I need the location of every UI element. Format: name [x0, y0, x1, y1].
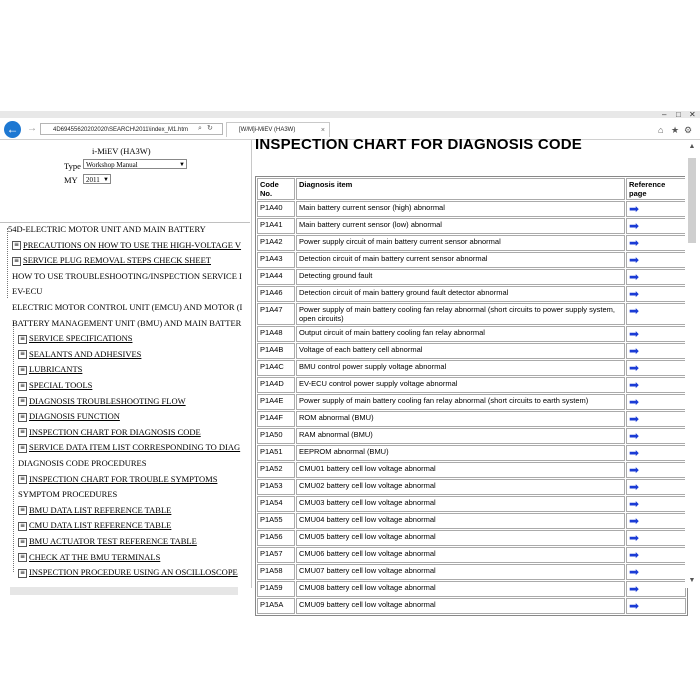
reference-cell	[626, 530, 686, 546]
code-cell: P1A42	[257, 235, 295, 251]
star-icon[interactable]: ★	[671, 125, 680, 135]
document-icon: ≡	[19, 397, 26, 405]
refresh-icon[interactable]: ↻	[207, 125, 213, 132]
document-icon: ≡	[19, 428, 26, 436]
reference-cell	[626, 326, 686, 342]
diagnosis-item-cell: Main battery current sensor (low) abnormal	[296, 218, 625, 234]
tree-item-label: HOW TO USE TROUBLESHOOTING/INSPECTION SERVICE I	[12, 270, 242, 281]
reference-cell	[626, 513, 686, 529]
code-cell: P1A4B	[257, 343, 295, 359]
table-row	[257, 377, 686, 393]
chevron-down-icon: ▼	[179, 162, 185, 168]
tree-item[interactable]	[12, 286, 42, 298]
diagnosis-item-cell: CMU02 battery cell low voltage abnormal	[296, 479, 625, 495]
tree-line	[7, 228, 8, 298]
minimize-icon[interactable]: –	[662, 110, 667, 119]
tree-item[interactable]	[18, 505, 171, 517]
tree-item[interactable]	[18, 474, 217, 486]
tab-label: [W/M]i-MiEV (HA3W)	[239, 127, 296, 133]
tree-item-label: INSPECTION CHART FOR DIAGNOSIS CODE	[29, 426, 201, 437]
code-cell: P1A44	[257, 269, 295, 285]
table-of-contents	[0, 224, 250, 588]
tree-item[interactable]	[18, 536, 197, 548]
diagnosis-item-cell: BMU control power supply voltage abnormal	[296, 360, 625, 376]
reference-cell	[626, 428, 686, 444]
diagnosis-item-cell: CMU01 battery cell low voltage abnormal	[296, 462, 625, 478]
diagnosis-item-cell: CMU03 battery cell low voltage abnormal	[296, 496, 625, 512]
type-select-value: Workshop Manual	[86, 161, 138, 169]
code-cell: P1A54	[257, 496, 295, 512]
reference-cell	[626, 564, 686, 580]
tree-item-label: SEALANTS AND ADHESIVES	[29, 348, 142, 359]
document-icon: ≡	[19, 537, 26, 545]
address-bar[interactable]: 4D69455620202020\SEARCH\2011\index_M1.htm	[40, 123, 223, 135]
tree-item[interactable]	[18, 427, 201, 439]
arrow-right-icon[interactable]: ➡	[629, 582, 640, 596]
document-icon: ≡	[13, 256, 20, 264]
tree-item-label: SERVICE SPECIFICATIONS	[29, 333, 133, 344]
browser-window	[0, 110, 700, 613]
diagnosis-item-cell: CMU05 battery cell low voltage abnormal	[296, 530, 625, 546]
arrow-right-icon[interactable]: ➡	[629, 304, 640, 318]
diagnosis-item-cell: Power supply of main battery cooling fan relay abnormal (short circuits to power supply system, open circuits)	[296, 303, 625, 325]
code-cell: P1A57	[257, 547, 295, 563]
code-cell: P1A48	[257, 326, 295, 342]
title-bar	[0, 111, 700, 118]
tree-item[interactable]	[18, 552, 160, 564]
tree-item-label: CMU DATA LIST REFERENCE TABLE	[29, 520, 172, 531]
tree-item[interactable]	[18, 520, 171, 532]
diagnosis-item-cell: Main battery current sensor (high) abnormal	[296, 201, 625, 217]
tree-item[interactable]	[18, 567, 238, 579]
table-row	[257, 462, 686, 478]
tree-item[interactable]	[8, 224, 206, 236]
tree-item[interactable]	[12, 255, 211, 267]
document-icon: ≡	[13, 241, 20, 249]
gear-icon[interactable]: ⚙	[684, 125, 693, 135]
arrow-right-icon[interactable]: ➡	[629, 548, 640, 562]
reference-cell	[626, 235, 686, 251]
maximize-icon[interactable]: □	[676, 110, 681, 119]
arrow-right-icon[interactable]: ➡	[629, 463, 640, 477]
model-name: i-MiEV (HA3W)	[92, 146, 151, 156]
document-icon: ≡	[19, 334, 26, 342]
tree-item[interactable]	[12, 240, 241, 252]
table-row	[257, 394, 686, 410]
reference-cell	[626, 547, 686, 563]
arrow-right-icon[interactable]: ➡	[629, 446, 640, 460]
table-header-row	[257, 178, 686, 200]
document-icon: ≡	[19, 412, 26, 420]
table-row	[257, 360, 686, 376]
tree-item-label: 54D-ELECTRIC MOTOR UNIT AND MAIN BATTERY	[8, 224, 206, 234]
code-cell: P1A40	[257, 201, 295, 217]
tree-item-label: PRECAUTIONS ON HOW TO USE THE HIGH-VOLTAGE V	[23, 239, 242, 250]
diagnosis-item-cell: Voltage of each battery cell abnormal	[296, 343, 625, 359]
arrow-right-icon[interactable]: ➡	[629, 287, 640, 301]
table-row	[257, 496, 686, 512]
reference-cell	[626, 598, 686, 614]
table-row	[257, 581, 686, 597]
tree-item[interactable]	[18, 411, 120, 423]
home-icon[interactable]: ⌂	[658, 125, 664, 135]
tree-item-label: DIAGNOSIS TROUBLESHOOTING FLOW	[29, 395, 186, 406]
chevron-down-icon: ▼	[103, 177, 109, 183]
diagnosis-item-cell: EEPROM abnormal (BMU)	[296, 445, 625, 461]
diagnosis-item-cell: Power supply of main battery cooling fan relay abnormal (short circuits to earth system)	[296, 394, 625, 410]
tree-item-label: EV-ECU	[12, 286, 43, 297]
diagnosis-item-cell: CMU06 battery cell low voltage abnormal	[296, 547, 625, 563]
reference-cell	[626, 462, 686, 478]
document-icon: ≡	[19, 568, 26, 576]
tree-item-label: LUBRICANTS	[29, 364, 83, 375]
scroll-down-icon[interactable]: ▼	[688, 577, 696, 584]
tree-item-label: INSPECTION CHART FOR TROUBLE SYMPTOMS	[29, 473, 218, 484]
arrow-right-icon[interactable]: ➡	[629, 202, 640, 216]
tree-item[interactable]	[12, 318, 241, 330]
code-cell: P1A50	[257, 428, 295, 444]
reference-cell	[626, 411, 686, 427]
table-row	[257, 598, 686, 614]
tree-item[interactable]	[12, 302, 242, 314]
arrow-right-icon[interactable]: ➡	[629, 514, 640, 528]
arrow-right-icon[interactable]: ➡	[629, 565, 640, 579]
tree-item[interactable]	[18, 442, 240, 454]
table-row	[257, 326, 686, 342]
code-cell: P1A47	[257, 303, 295, 325]
tree-item[interactable]	[12, 271, 242, 283]
diagnosis-item-cell: Detection circuit of main battery ground fault detector abnormal	[296, 286, 625, 302]
code-cell: P1A4E	[257, 394, 295, 410]
tree-line	[13, 322, 14, 572]
content-pane	[252, 136, 700, 613]
left-scrollbar[interactable]	[238, 220, 248, 585]
column-header-reference: Reference page	[626, 178, 686, 200]
arrow-right-icon[interactable]: ➡	[629, 361, 640, 375]
column-header-code: Code No.	[257, 178, 295, 200]
tree-item[interactable]	[18, 396, 186, 408]
table-row	[257, 343, 686, 359]
diagnosis-item-cell: CMU09 battery cell low voltage abnormal	[296, 598, 625, 614]
reference-cell	[626, 286, 686, 302]
diagnosis-item-cell: Output circuit of main battery cooling fan relay abnormal	[296, 326, 625, 342]
table-row	[257, 218, 686, 234]
tree-item-label: BMU ACTUATOR TEST REFERENCE TABLE	[29, 536, 197, 546]
code-cell: P1A51	[257, 445, 295, 461]
document-icon: ≡	[19, 365, 26, 373]
navigation-pane	[0, 140, 252, 588]
arrow-right-icon[interactable]: ➡	[629, 270, 640, 284]
code-cell: P1A46	[257, 286, 295, 302]
reference-cell	[626, 360, 686, 376]
tree-item-label: SERVICE PLUG REMOVAL STEPS CHECK SHEET	[23, 255, 211, 266]
tree-item[interactable]	[18, 333, 132, 345]
reference-cell	[626, 377, 686, 393]
diagnosis-item-cell: Power supply circuit of main battery current sensor abnormal	[296, 235, 625, 251]
forward-icon[interactable]: →	[27, 123, 37, 134]
document-icon: ≡	[19, 350, 26, 358]
arrow-right-icon[interactable]: ➡	[629, 480, 640, 494]
tree-item-label: INSPECTION PROCEDURE USING AN OSCILLOSCOPE	[29, 567, 238, 578]
code-cell: P1A4D	[257, 377, 295, 393]
diagnosis-item-cell: Detection circuit of main battery current sensor abnormal	[296, 252, 625, 268]
scroll-up-icon[interactable]: ▲	[688, 143, 696, 150]
table-row	[257, 513, 686, 529]
document-icon: ≡	[19, 521, 26, 529]
reference-cell	[626, 201, 686, 217]
tab-manual[interactable]	[226, 122, 330, 137]
reference-cell	[626, 445, 686, 461]
code-cell: P1A4F	[257, 411, 295, 427]
left-horizontal-scrollbar[interactable]	[10, 587, 238, 595]
table-row	[257, 411, 686, 427]
arrow-right-icon[interactable]: ➡	[629, 253, 640, 267]
tree-item-label: ELECTRIC MOTOR CONTROL UNIT (EMCU) AND MOTOR (I	[12, 302, 243, 312]
tree-item-label: BATTERY MANAGEMENT UNIT (BMU) AND MAIN BATTER	[12, 317, 242, 328]
diagnosis-code-table	[255, 176, 688, 616]
reference-cell	[626, 218, 686, 234]
diagnosis-item-cell: EV-ECU control power supply voltage abnormal	[296, 377, 625, 393]
tree-item-label: DIAGNOSIS FUNCTION	[29, 411, 120, 422]
tree-item-label: CHECK AT THE BMU TERMINALS	[29, 551, 161, 562]
tree-item[interactable]	[18, 380, 92, 392]
document-icon: ≡	[19, 381, 26, 389]
arrow-right-icon[interactable]: ➡	[629, 219, 640, 233]
tree-item-label: SYMPTOM PROCEDURES	[18, 489, 118, 500]
table-row	[257, 547, 686, 563]
arrow-right-icon[interactable]: ➡	[629, 497, 640, 511]
tree-item[interactable]	[18, 458, 146, 470]
table-row	[257, 445, 686, 461]
table-row	[257, 479, 686, 495]
diagnosis-item-cell: ROM abnormal (BMU)	[296, 411, 625, 427]
code-cell: P1A59	[257, 581, 295, 597]
tree-item-label: SERVICE DATA ITEM LIST CORRESPONDING TO DIAG	[29, 442, 241, 453]
table-row	[257, 428, 686, 444]
type-select[interactable]	[83, 159, 187, 169]
arrow-right-icon[interactable]: ➡	[629, 344, 640, 358]
arrow-right-icon[interactable]: ➡	[629, 327, 640, 341]
page-title: INSPECTION CHART FOR DIAGNOSIS CODE	[255, 136, 583, 153]
code-cell: P1A55	[257, 513, 295, 529]
code-cell: P1A52	[257, 462, 295, 478]
arrow-right-icon[interactable]: ➡	[629, 378, 640, 392]
document-icon: ≡	[19, 553, 26, 561]
table-row	[257, 252, 686, 268]
diagnosis-item-cell: CMU07 battery cell low voltage abnormal	[296, 564, 625, 580]
reference-cell	[626, 394, 686, 410]
arrow-right-icon[interactable]: ➡	[629, 599, 640, 613]
table-row	[257, 286, 686, 302]
diagnosis-item-cell: RAM abnormal (BMU)	[296, 428, 625, 444]
my-label: MY	[64, 175, 78, 185]
model-selector	[0, 140, 250, 223]
column-header-item: Diagnosis item	[296, 178, 625, 200]
tree-item[interactable]	[18, 364, 82, 376]
document-icon: ≡	[19, 475, 26, 483]
code-cell: P1A41	[257, 218, 295, 234]
my-select-value: 2011	[86, 176, 100, 184]
tree-item[interactable]	[18, 489, 117, 501]
my-select[interactable]	[83, 174, 111, 184]
scroll-thumb[interactable]	[688, 158, 696, 243]
code-cell: P1A5A	[257, 598, 295, 614]
tree-item[interactable]	[18, 349, 141, 361]
table-row	[257, 235, 686, 251]
code-cell: P1A53	[257, 479, 295, 495]
table-row	[257, 269, 686, 285]
arrow-right-icon[interactable]: ➡	[629, 429, 640, 443]
code-cell: P1A58	[257, 564, 295, 580]
reference-cell	[626, 496, 686, 512]
reference-cell	[626, 303, 686, 325]
document-icon: ≡	[19, 443, 26, 451]
search-icon[interactable]: ⌕	[198, 125, 202, 132]
arrow-right-icon[interactable]: ➡	[629, 395, 640, 409]
diagnosis-item-cell: Detecting ground fault	[296, 269, 625, 285]
code-cell: P1A56	[257, 530, 295, 546]
reference-cell	[626, 269, 686, 285]
code-cell: P1A4C	[257, 360, 295, 376]
table-row	[257, 564, 686, 580]
document-icon: ≡	[19, 506, 26, 514]
reference-cell	[626, 581, 686, 597]
tree-item-label: BMU DATA LIST REFERENCE TABLE	[29, 504, 172, 515]
table-row	[257, 303, 686, 325]
diagnosis-item-cell: CMU08 battery cell low voltage abnormal	[296, 581, 625, 597]
table-row	[257, 530, 686, 546]
table-row	[257, 201, 686, 217]
type-label: Type	[64, 161, 81, 171]
table-body	[257, 201, 686, 614]
code-cell: P1A43	[257, 252, 295, 268]
back-icon[interactable]: ←	[4, 121, 21, 138]
content-scrollbar[interactable]	[685, 140, 700, 588]
arrow-right-icon[interactable]: ➡	[629, 412, 640, 426]
close-icon[interactable]: ✕	[689, 110, 696, 119]
reference-cell	[626, 479, 686, 495]
tree-item-label: DIAGNOSIS CODE PROCEDURES	[18, 458, 147, 468]
tree-item-label: SPECIAL TOOLS	[29, 380, 93, 390]
reference-cell	[626, 343, 686, 359]
diagnosis-item-cell: CMU04 battery cell low voltage abnormal	[296, 513, 625, 529]
arrow-right-icon[interactable]: ➡	[629, 236, 640, 250]
arrow-right-icon[interactable]: ➡	[629, 531, 640, 545]
tab-close-icon[interactable]: ×	[320, 127, 325, 134]
reference-cell	[626, 252, 686, 268]
